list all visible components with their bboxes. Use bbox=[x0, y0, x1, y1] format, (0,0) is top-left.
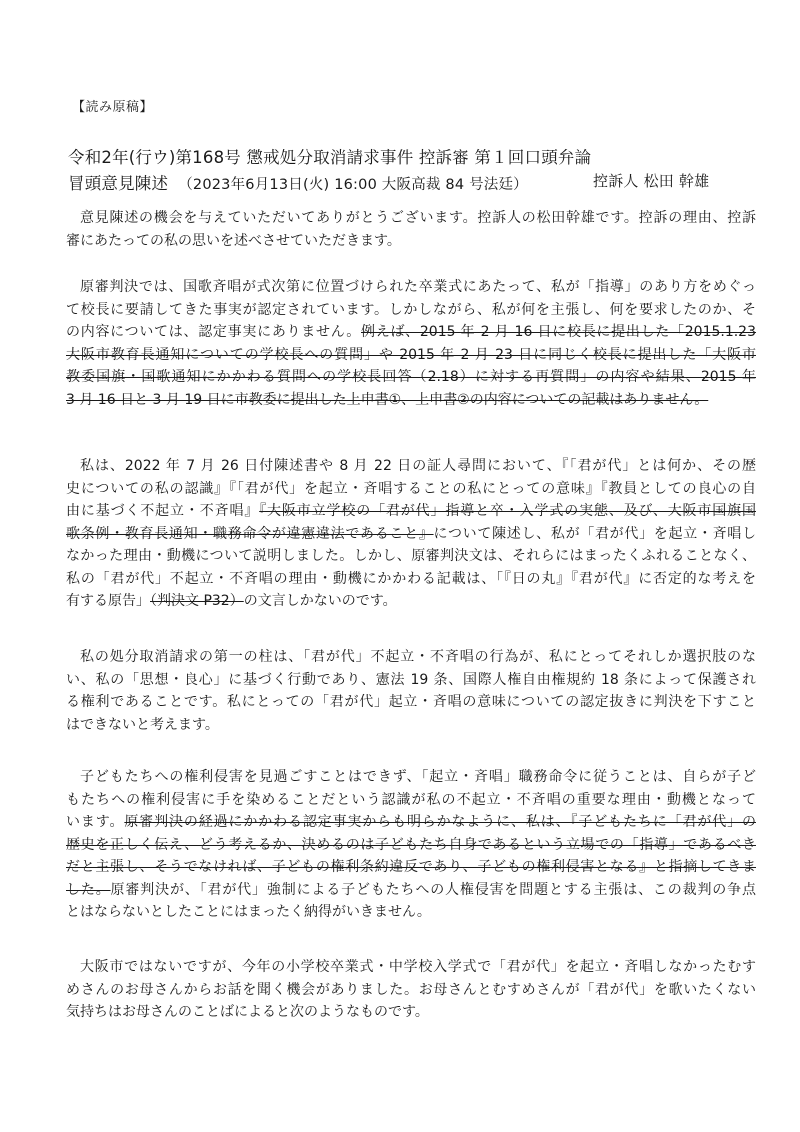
text-line bbox=[66, 568, 756, 591]
text-line bbox=[66, 901, 756, 924]
text-line bbox=[66, 344, 756, 367]
paragraph-5 bbox=[66, 766, 756, 924]
text-line bbox=[66, 590, 756, 613]
text-segment: とはならないとしたことにはまったく納得がいきません。 bbox=[66, 904, 431, 920]
text-line bbox=[66, 455, 756, 478]
text-line bbox=[66, 979, 756, 1002]
paragraph-text bbox=[66, 956, 756, 1024]
hearing-datetime-venue: （2023年6月13日(火) 16:00 大阪高裁 84 号法廷） bbox=[178, 177, 528, 193]
text-segment: について陳述し、私が「君が代」を起立・斉唱し bbox=[433, 525, 757, 542]
text-line bbox=[66, 714, 756, 737]
text-line bbox=[66, 669, 756, 692]
struck-text: 原審判決の経過にかかわる認定事実からも明らかなように、私は、『子どもたちに「君が代」の bbox=[124, 814, 756, 830]
text-segment: 有する原告」 bbox=[66, 593, 150, 609]
text-line bbox=[66, 207, 756, 230]
text-segment: る権利であることです。私にとっての「君が代」起立・斉唱の意味についての認定抜きに判決を下すこと bbox=[66, 694, 756, 710]
text-line bbox=[66, 366, 756, 389]
text-line bbox=[66, 321, 756, 344]
text-segment: 原審判決が、「君が代」強制による子どもたちへの人権侵害を問題とする主張は、この裁判の争点 bbox=[110, 881, 757, 898]
text-segment: 審にあたっての私の思いを述べさせていただきます。 bbox=[66, 232, 401, 249]
text-line bbox=[66, 646, 756, 669]
struck-text: 例えば、2015 年 2 月 16 日に校長に提出した「2015.1.23 bbox=[361, 324, 757, 340]
text-segment: 原審判決では、国歌斉唱が式次第に位置づけられた卒業式にあたって、私が「指導」のあり方をめぐっ bbox=[80, 279, 756, 295]
paragraph-text bbox=[66, 646, 756, 736]
reading-draft-label: 【読み原稿】 bbox=[72, 100, 154, 115]
text-segment: 史についての私の認識』『「君が代」を起立・斉唱することの私にとっての意味』『教員としての良心の自 bbox=[66, 480, 756, 497]
text-segment: います。 bbox=[66, 814, 125, 830]
paragraph-text bbox=[66, 455, 756, 613]
text-segment: 子どもたちへの権利侵害を見過ごすことはできず、「起立・斉唱」職務命令に従うことは、自らが子ど bbox=[80, 769, 756, 785]
text-line bbox=[66, 500, 756, 523]
struck-text: （判決文 P32） bbox=[150, 593, 244, 609]
text-segment: い、私の「思想・良心」に基づく行動であり、憲法 19 条、国際人権自由権規約 18 条によって保護され bbox=[66, 671, 756, 688]
struck-text: 3 月 16 日と 3 月 19 日に市教委に提出した上申書①、上申書②の内容についての記載はありません。 bbox=[66, 391, 709, 408]
struck-text: 歌条例・教育長通知・職務命令が違憲違法であること』 bbox=[66, 525, 434, 542]
text-segment: 意見陳述の機会を与えていただいてありがとうございます。控訴人の松田幹雄です。控訴の理由、控訴 bbox=[80, 210, 756, 226]
text-segment: 由に基づく不起立・不斉唱』 bbox=[66, 503, 260, 519]
text-line bbox=[66, 389, 756, 412]
text-segment: 私は、2022 年 7 月 26 日付陳述書や 8 月 22 日の証人尋問において、『「君が代」とは何か、その歴 bbox=[80, 458, 756, 474]
paragraph-text bbox=[66, 276, 756, 411]
text-line bbox=[66, 230, 756, 253]
text-line bbox=[66, 789, 756, 812]
text-line bbox=[66, 811, 756, 834]
statement-title: 冒頭意見陳述 bbox=[68, 174, 169, 193]
text-segment: めさんのお母さんからお話を聞く機会がありました。お母さんとむすめさんが「君が代」を歌いたくない bbox=[66, 981, 756, 998]
text-line bbox=[66, 276, 756, 299]
text-segment: なかった理由・動機について説明しました。しかし、原審判決文は、それらにはまったくふれることなく、 bbox=[66, 548, 756, 564]
text-segment: 私の処分取消請求の第一の柱は、「君が代」不起立・不斉唱の行為が、私にとってそれしか選択肢のな bbox=[80, 649, 756, 665]
paragraph-2 bbox=[66, 276, 756, 411]
text-line bbox=[66, 523, 756, 546]
paragraph-3 bbox=[66, 455, 756, 613]
text-line bbox=[66, 478, 756, 501]
text-line bbox=[66, 299, 756, 322]
text-segment: 大阪市ではないですが、今年の小学校卒業式・中学校入学式で「君が代」を起立・斉唱しなかったむす bbox=[80, 959, 756, 975]
struck-text: 『大阪市立学校の「君が代」指導と卒・入学式の実態、及び、大阪市国旗国 bbox=[259, 503, 756, 519]
text-line bbox=[66, 545, 756, 568]
text-segment: の文言しかないのです。 bbox=[243, 593, 397, 609]
text-line bbox=[66, 691, 756, 714]
text-line bbox=[66, 856, 756, 879]
text-segment: 気持ちはお母さんのことばによると次のようなものです。 bbox=[66, 1004, 429, 1020]
text-segment: もたちへの権利侵害に手を染めることだという認識が私の不起立・不斉唱の重要な理由・動機となって bbox=[66, 791, 756, 808]
paragraph-text bbox=[66, 766, 756, 924]
text-line bbox=[66, 766, 756, 789]
text-line bbox=[66, 1001, 756, 1024]
struck-text: した。 bbox=[66, 881, 111, 898]
paragraph-1 bbox=[66, 207, 756, 252]
struck-text: だと主張し、そうでなければ、子どもの権利条約違反であり、子どもの権利侵害となる』と指摘してきま bbox=[66, 859, 756, 875]
struck-text: 大阪市教育長通知についての学校長への質問」や 2015 年 2 月 23 日に同じく校長に提出した「大阪市 bbox=[66, 346, 756, 363]
text-segment: て校長に要請してきた事実が認定されています。しかしながら、私が何を主張し、何を要求したのか、そ bbox=[66, 301, 756, 318]
text-line bbox=[66, 834, 756, 857]
speaker-name: 控訴人 松田 幹雄 bbox=[593, 172, 710, 190]
struck-text: 歴史を正しく伝え、どう考えるか、決めるのは子どもたち自身であるという立場での「指導」であるべき bbox=[66, 836, 756, 853]
statement-title-line bbox=[68, 170, 710, 194]
struck-text: 教委国旗・国歌通知にかかわる質問への学校長回答（2.18）に対する再質問」の内容や結果、2015 年 bbox=[66, 369, 756, 385]
paragraph-4 bbox=[66, 646, 756, 736]
text-line bbox=[66, 956, 756, 979]
text-segment: の内容については、認定事実にありません。 bbox=[66, 324, 361, 340]
text-segment: 私の「君が代」不起立・不斉唱の理由・動機にかかわる記載は、「『日の丸』『君が代』に否定的な考えを bbox=[66, 570, 756, 587]
paragraph-6 bbox=[66, 956, 756, 1024]
text-line bbox=[66, 879, 756, 902]
paragraph-text bbox=[66, 207, 756, 252]
case-title: 令和2年(行ウ)第168号 懲戒処分取消請求事件 控訴審 第１回口頭弁論 bbox=[68, 148, 592, 167]
text-segment: はできないと考えます。 bbox=[66, 716, 219, 733]
